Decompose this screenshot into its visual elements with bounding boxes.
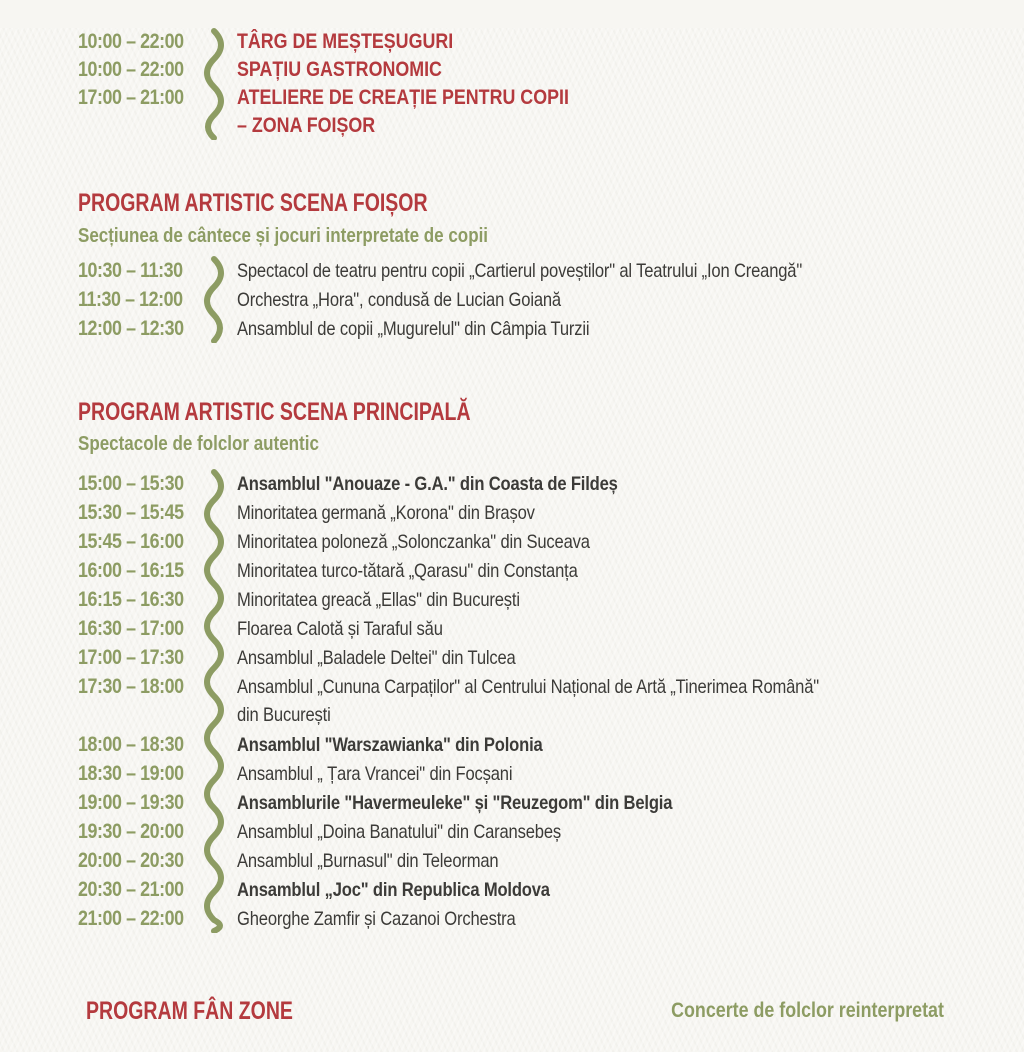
section-subtitle-text: Spectacole de folclor autentic xyxy=(78,433,319,455)
event-title: Floarea Calotă și Taraful său xyxy=(237,618,443,640)
section-title-fan-zone xyxy=(86,997,351,1025)
event-time: 15:45 – 16:00 xyxy=(78,530,184,553)
event-title: – ZONA FOIȘOR xyxy=(237,114,376,137)
event-title: Ansamblul "Anouaze - G.A." din Coasta de Fildeș xyxy=(237,473,618,495)
event-title: Ansamblul „ Țara Vrancei" din Focșani xyxy=(237,763,513,785)
event-title: Minoritatea turco-tătară „Qarasu" din Constanța xyxy=(237,560,578,582)
event-title: Ansamblul „Joc" din Republica Moldova xyxy=(237,879,550,901)
event-time: 17:00 – 17:30 xyxy=(78,646,184,669)
event-title: Ansamblul „Doina Banatului" din Caransebeș xyxy=(237,821,561,843)
event-title: TÂRG DE MEȘTEȘUGURI xyxy=(237,30,454,53)
event-time: 17:00 – 21:00 xyxy=(78,86,184,109)
section-subtitle-text: Secțiunea de cântece și jocuri interpretate de copii xyxy=(78,225,489,247)
section-title-text: PROGRAM ARTISTIC SCENA PRINCIPALĂ xyxy=(78,398,471,426)
event-title: Ansamblurile "Havermeuleke" și "Reuzegom" din Belgia xyxy=(237,792,673,814)
fan-zone-note-text: Concerte de folclor reinterpretat xyxy=(671,999,944,1022)
event-time: 16:15 – 16:30 xyxy=(78,588,184,611)
section-subtitle-scena-foisor xyxy=(78,224,1024,248)
principala-schedule-block xyxy=(78,469,1024,933)
event-title: Minoritatea poloneză „Solonczanka" din Suceava xyxy=(237,531,590,553)
event-title: Minoritatea germană „Korona" din Brașov xyxy=(237,502,535,524)
section-subtitle-scena-principala xyxy=(78,432,1024,456)
event-title: Ansamblul „Burnasul" din Teleorman xyxy=(237,850,499,872)
fan-zone-note xyxy=(623,997,944,1025)
section-title-text: PROGRAM FÂN ZONE xyxy=(86,997,293,1025)
event-time: 12:00 – 12:30 xyxy=(78,317,184,340)
event-time: 11:30 – 12:00 xyxy=(78,288,183,311)
event-title: ATELIERE DE CREAȚIE PENTRU COPII xyxy=(237,86,569,109)
event-title: Ansamblul "Warszawianka" din Polonia xyxy=(237,734,543,756)
event-time: 19:00 – 19:30 xyxy=(78,791,184,814)
event-title: Ansamblul „Cununa Carpaților" al Centrului Național de Artă „Tinerimea Română" xyxy=(237,676,819,698)
section-title-scena-foisor xyxy=(78,190,1024,216)
event-time: 16:30 – 17:00 xyxy=(78,617,184,640)
event-time: 17:30 – 18:00 xyxy=(78,675,184,698)
event-title: SPAȚIU GASTRONOMIC xyxy=(237,58,442,81)
event-time: 15:00 – 15:30 xyxy=(78,472,184,495)
event-time: 10:00 – 22:00 xyxy=(78,58,184,81)
general-schedule-block xyxy=(78,28,1024,140)
event-title: Minoritatea greacă „Ellas" din București xyxy=(237,589,520,611)
event-time: 20:00 – 20:30 xyxy=(78,849,184,872)
event-time: 18:30 – 19:00 xyxy=(78,762,184,785)
foisor-schedule-block xyxy=(78,256,1024,343)
fan-zone-footer xyxy=(86,997,944,1025)
event-title: Gheorghe Zamfir și Cazanoi Orchestra xyxy=(237,908,516,930)
section-title-text: PROGRAM ARTISTIC SCENA FOIȘOR xyxy=(78,189,428,217)
event-title: Ansamblul de copii „Mugurelul" din Câmpia Turzii xyxy=(237,318,590,340)
event-title: din București xyxy=(237,704,331,726)
event-time: 16:00 – 16:15 xyxy=(78,559,184,582)
event-title: Spectacol de teatru pentru copii „Cartierul poveștilor" al Teatrului „Ion Creangă" xyxy=(237,260,803,282)
event-time: 18:00 – 18:30 xyxy=(78,733,184,756)
event-time: 10:00 – 22:00 xyxy=(78,30,184,53)
event-time: 20:30 – 21:00 xyxy=(78,878,184,901)
event-title: Orchestra „Hora", condusă de Lucian Goiană xyxy=(237,289,561,311)
event-time: 21:00 – 22:00 xyxy=(78,907,184,930)
event-title: Ansamblul „Baladele Deltei" din Tulcea xyxy=(237,647,516,669)
section-title-scena-principala xyxy=(78,399,1024,425)
event-time: 15:30 – 15:45 xyxy=(78,501,184,524)
event-time: 19:30 – 20:00 xyxy=(78,820,184,843)
event-time: 10:30 – 11:30 xyxy=(78,259,183,282)
